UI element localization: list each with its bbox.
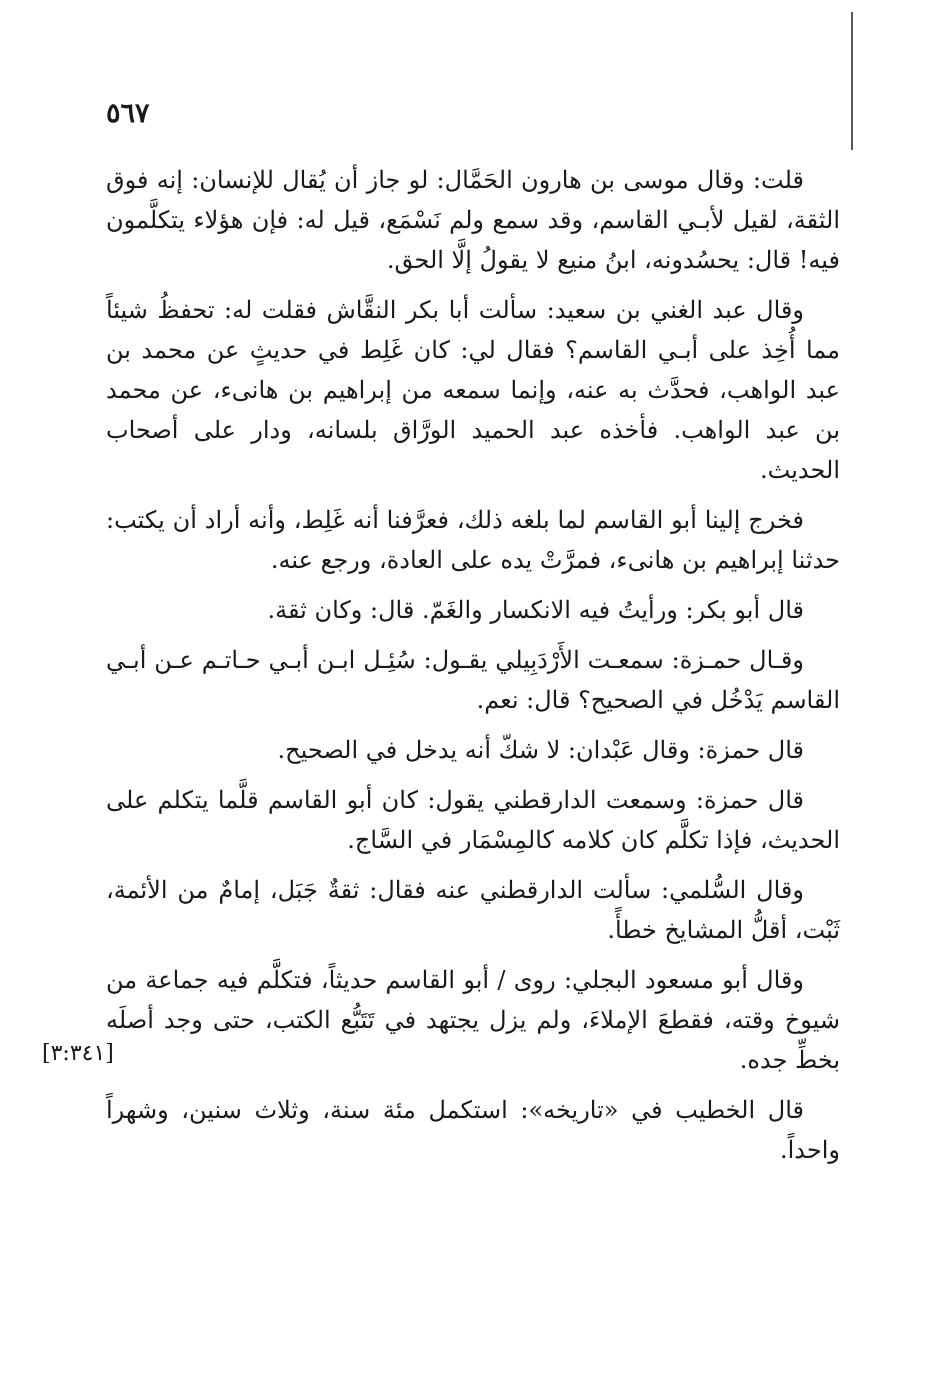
paragraph: قال حمزة: وسمعت الدارقطني يقول: كان أبو القاسم قلَّما يتكلم على الحديث، فإذا تكلَّم كان كلامه كالمِسْمَار في السَّاج. bbox=[106, 786, 840, 854]
paragraph: وقال عبد الغني بن سعيد: سألت أبا بكر النقَّاش فقلت له: تحفظُ شيئاً مما أُخِذ على أبـي القاسم؟ فقال لي: كان غَلِط في حديثٍ عن محمد بن عبد الواهب، فحدَّث به عنه، وإنما سمعه من إبراهيم بن هانىء، عن محمد بن عبد الواهب. فأخذه عبد الحميد الورَّاق بلسانه، ودار على أصحاب الحديث. bbox=[106, 296, 840, 484]
paragraph: قال أبو بكر: ورأيتُ فيه الانكسار والغَمّ. قال: وكان ثقة. bbox=[267, 596, 804, 624]
paragraph: وقال السُّلمي: سألت الدارقطني عنه فقال: ثقةٌ جَبَل، إمامٌ من الأئمة، ثَبْت، أقلُّ المشايخ خطأً. bbox=[106, 876, 840, 944]
paragraph: وقال أبو مسعود البجلي: روى / أبو القاسم حديثاً، فتكلَّم فيه جماعة من شيوخ وقته، فقطعَ الإملاءَ، ولم يزل يجتهد في تَتَبُّع الكتب، حتى وجد أصلَه بخطِّ جده. bbox=[106, 966, 840, 1074]
page-number: ٥٦٧ bbox=[106, 98, 150, 129]
margin-reference: [٣:٣٤١] bbox=[42, 1041, 114, 1066]
paragraph: وقـال حمـزة: سمعـت الأَرْدَبِيلي يقـول: سُئِـل ابـن أبـي حـاتـم عـن أبـي القاسم يَدْخُل في الصحيح؟ قال: نعم. bbox=[106, 646, 840, 714]
paragraph: قلت: وقال موسى بن هارون الحَمَّال: لو جاز أن يُقال للإنسان: إنه فوق الثقة، لقيل لأبـي القاسم، وقد سمع ولم نَسْمَع، قيل له: فإن هؤلاء يتكلَّمون فيه! قال: يحسُدونه، ابنُ منيع لا يقولُ إلَّا الحق. bbox=[106, 166, 840, 274]
paragraph: فخرج إلينا أبو القاسم لما بلغه ذلك، فعرَّفنا أنه غَلِط، وأنه أراد أن يكتب: حدثنا إبراهيم بن هانىء، فمرَّتْ يده على العادة، ورجع عنه. bbox=[106, 506, 840, 574]
paragraph: قال حمزة: وقال عَبْدان: لا شكّ أنه يدخل في الصحيح. bbox=[277, 736, 804, 764]
paragraph: قال الخطيب في «تاريخه»: استكمل مئة سنة، وثلاث سنين، وشهراً واحداً. bbox=[106, 1096, 840, 1164]
page-edge-line bbox=[851, 12, 853, 150]
text-body bbox=[106, 160, 840, 1180]
